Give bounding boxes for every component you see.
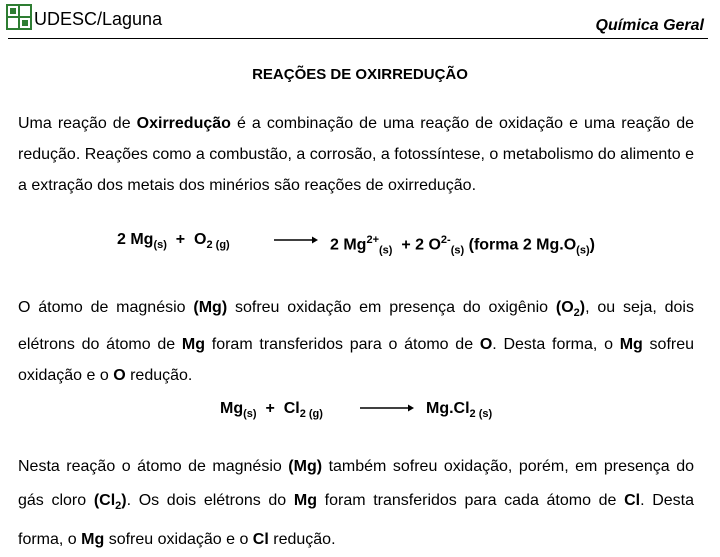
plus-sign: + (175, 231, 186, 248)
symbol-mg: Mg (293, 492, 317, 509)
paragraph-intro (18, 108, 694, 201)
paragraph-mg-oxidation (18, 292, 694, 391)
text-run: Nesta reação o átomo de magnésio (18, 458, 289, 475)
text-run: O átomo de magnésio (18, 299, 194, 316)
text-run: redução. (125, 367, 193, 385)
symbol-o2: (O (555, 299, 574, 316)
symbol-cl: Cl (624, 492, 641, 509)
symbol-mg: (Mg) (193, 299, 228, 316)
symbol-o: O (113, 367, 126, 385)
text-run: foram transferidos para o átomo de (205, 336, 480, 354)
state-sub: 2 (g) (206, 239, 230, 252)
state-sub: 2 (s) (469, 408, 493, 421)
reaction-arrow-icon (360, 403, 414, 413)
equation-note-close: ) (589, 236, 595, 254)
reactant-mg: 2 Mg (117, 231, 154, 248)
product-mgcl2: Mg.Cl (426, 400, 470, 417)
reactant-o2: O (194, 231, 207, 248)
equation-mg-o2-lhs (117, 230, 230, 255)
symbol-mg: Mg (619, 336, 643, 354)
state-sub: (s) (153, 239, 167, 252)
text-run: também sofreu oxidação, porém, em presença do gás cloro (18, 458, 694, 509)
term-oxirreducao: Oxirredução (136, 115, 231, 132)
state-sub: (s) (450, 244, 465, 257)
state-sub: (s) (576, 244, 590, 257)
equation-note: (forma 2 Mg.O (468, 236, 577, 254)
text-run: sofreu oxidação e o (18, 336, 695, 385)
page-title: REAÇÕES DE OXIRREDUÇÃO (252, 66, 468, 83)
symbol-mg: Mg (181, 336, 206, 354)
symbol-close: ) (121, 492, 127, 509)
header-divider (8, 38, 708, 39)
course-title: Química Geral (595, 17, 704, 34)
product-o-ion: + 2 O (401, 236, 441, 254)
text-run: . Desta forma, o (18, 492, 695, 549)
subscript: 2 (573, 307, 580, 320)
equation-mg-cl2-lhs (220, 399, 323, 424)
plus-sign: + (265, 400, 275, 417)
charge-sup: 2+ (366, 234, 379, 246)
reactant-cl2: Cl (283, 400, 300, 417)
text-run: sofreu oxidação e o (104, 531, 253, 549)
udesc-logo (6, 4, 32, 30)
state-sub: (s) (243, 408, 257, 421)
equation-mg-o2-rhs (330, 230, 595, 261)
page-header (0, 0, 720, 44)
symbol-mg: Mg (81, 531, 105, 549)
product-mg-ion: 2 Mg (330, 236, 367, 254)
state-sub: 2 (g) (299, 408, 323, 421)
symbol-mg: (Mg) (288, 458, 323, 475)
state-sub: (s) (379, 244, 393, 257)
text-run: redução. (268, 531, 336, 549)
text-run: sofreu oxidação em presença do oxigênio (227, 299, 556, 316)
text-run: , ou seja, dois elétrons do átomo de (18, 299, 694, 354)
text-run: foram transferidos para cada átomo de (316, 492, 625, 509)
symbol-cl: Cl (252, 531, 269, 549)
text-run: . Desta forma, o (492, 336, 620, 354)
paragraph-mg-chlorine (18, 450, 694, 557)
charge-sup: 2- (440, 234, 451, 246)
text-run: . Os dois elétrons do (126, 492, 294, 509)
equation-mg-cl2-rhs (426, 399, 492, 424)
text-run: é a combinação de uma reação de oxidação e uma reação de redução. Reações como a combustão, a corrosão, a fotossíntese, o metabolismo do alimento e a extração dos metais dos minérios são reações de oxirredução. (18, 115, 695, 194)
institution-name: UDESC/Laguna (34, 9, 163, 29)
text-run: Uma reação de (18, 115, 137, 132)
reactant-mg: Mg (220, 400, 244, 417)
subscript: 2 (115, 500, 122, 513)
symbol-o: O (479, 336, 493, 354)
reaction-arrow-icon (274, 235, 318, 245)
symbol-close: ) (579, 299, 586, 316)
symbol-cl2: (Cl (93, 492, 116, 509)
